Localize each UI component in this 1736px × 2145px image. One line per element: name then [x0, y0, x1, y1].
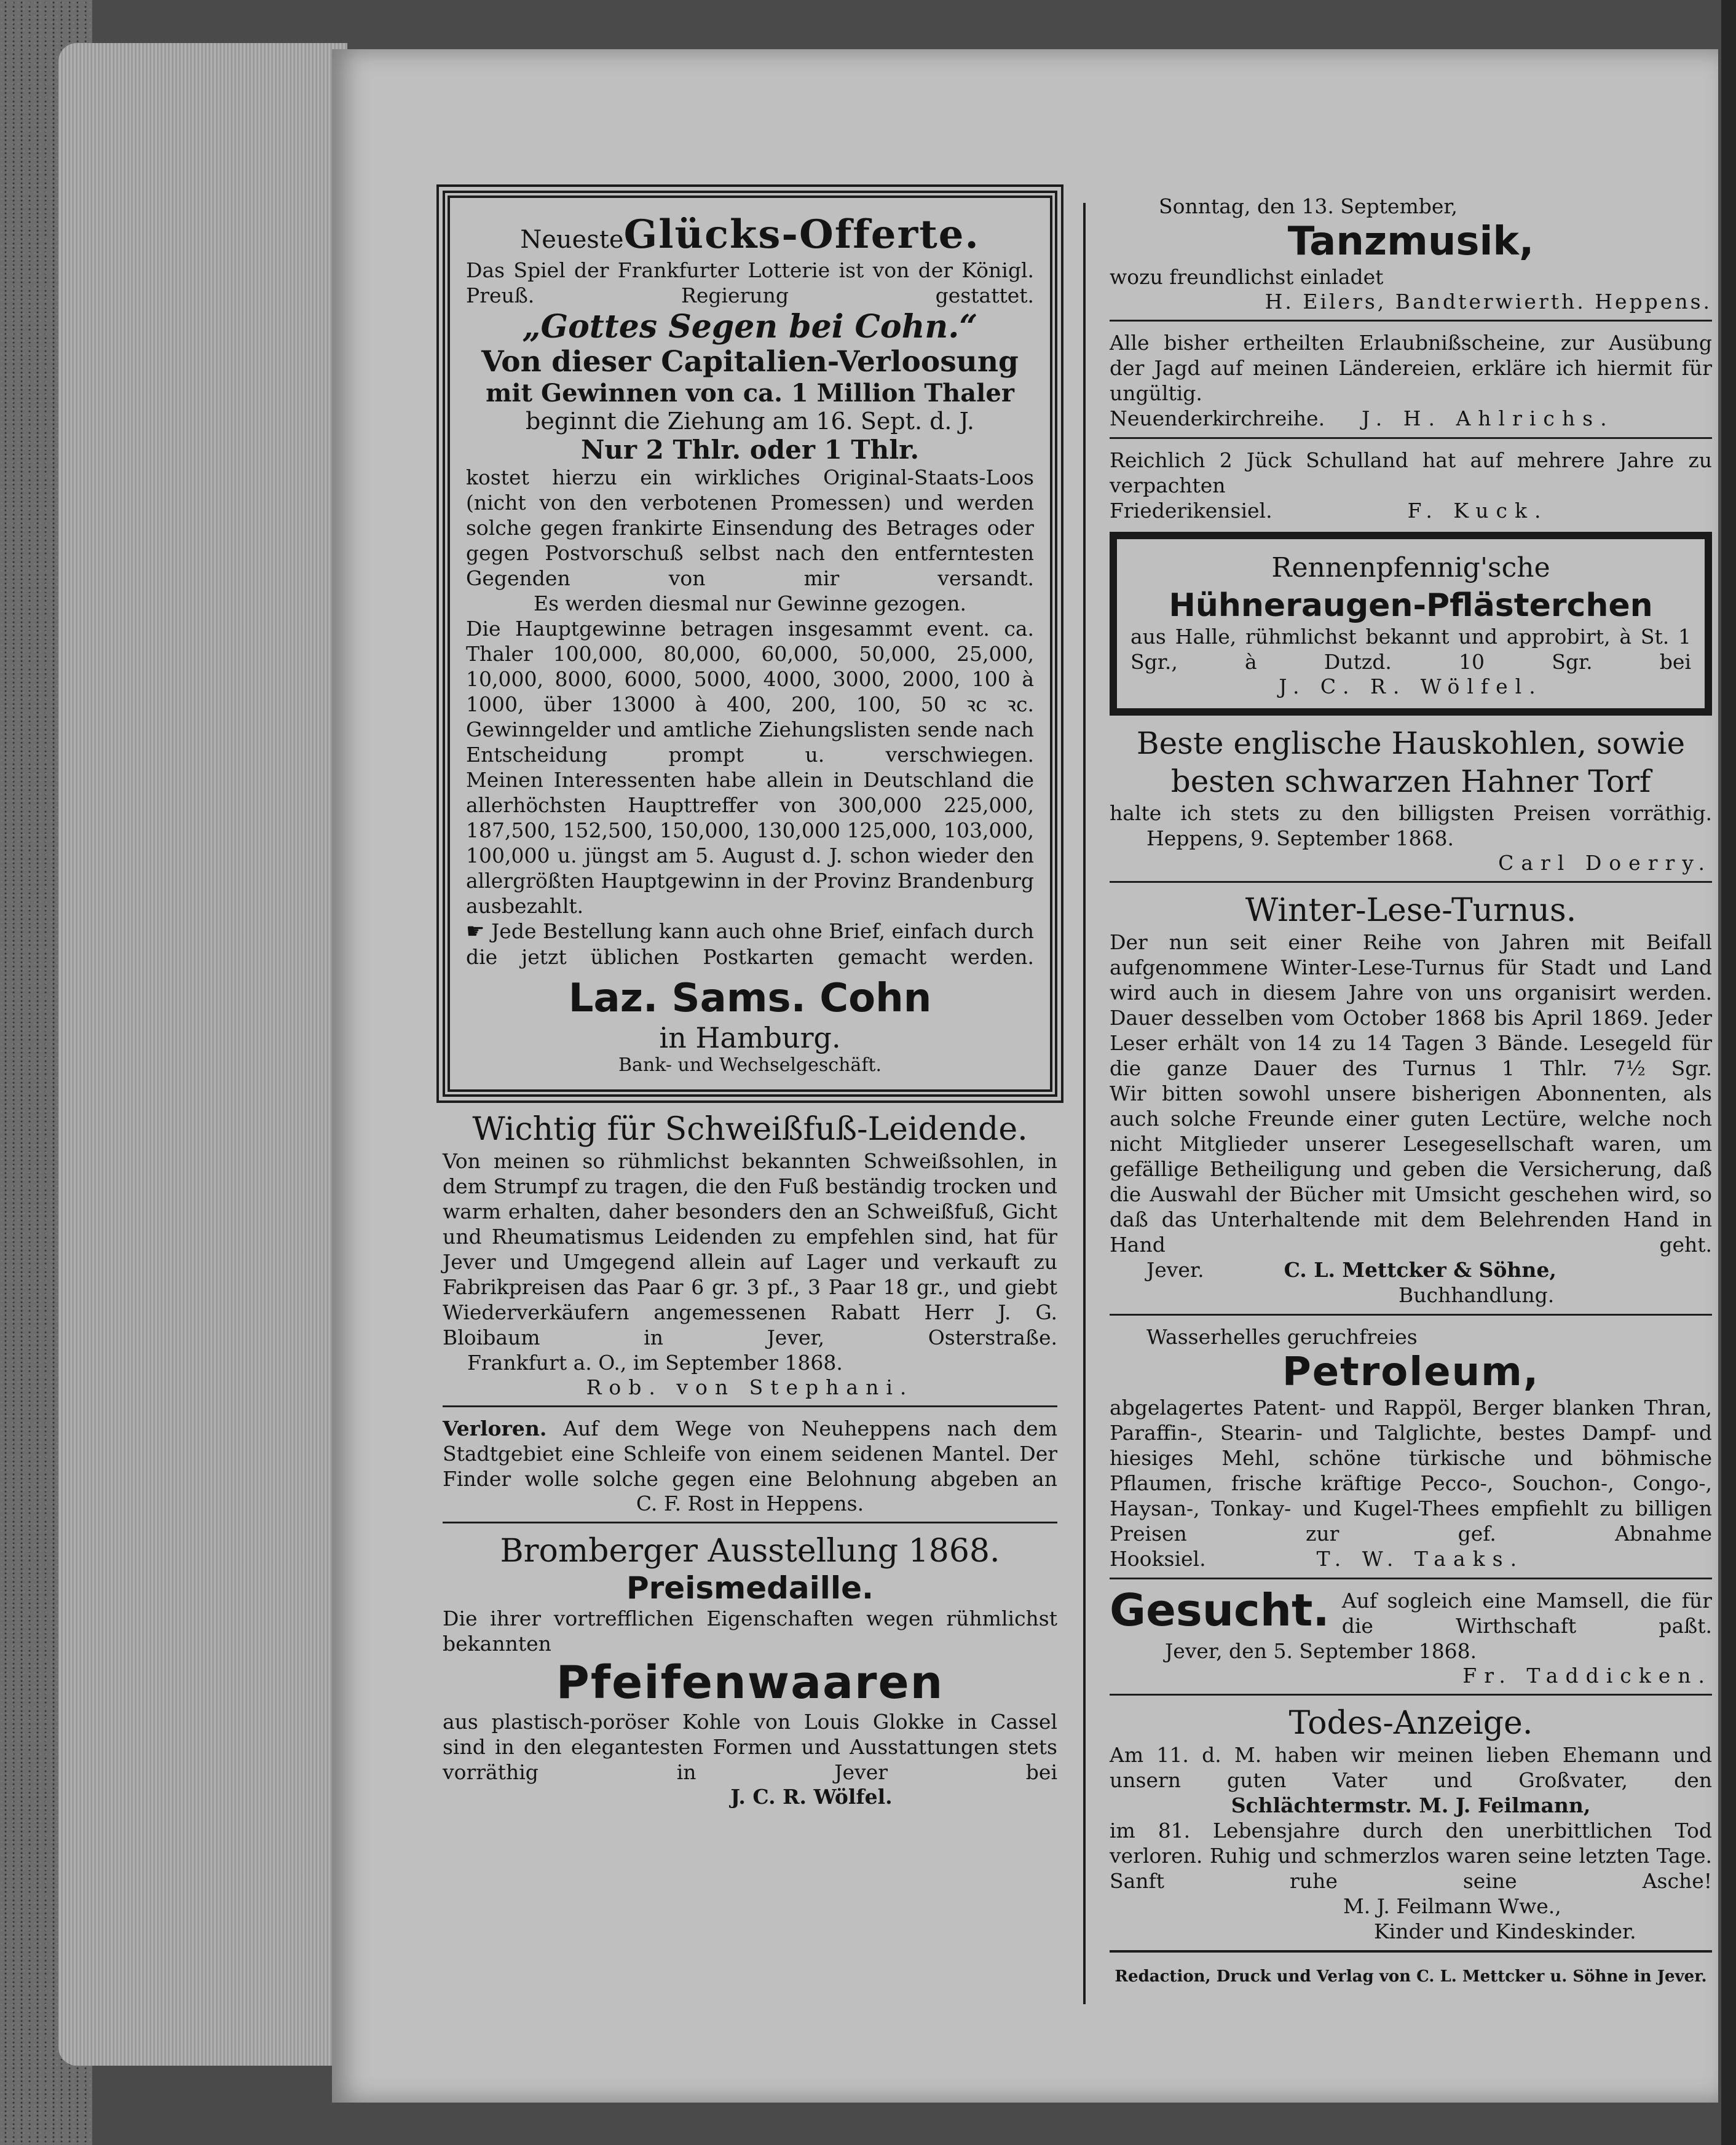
- lottery-place: in Hamburg.: [659, 1021, 841, 1054]
- left-column: [443, 191, 1057, 1809]
- land-place: Friederikensiel.: [1110, 499, 1272, 523]
- pipes-headline: Bromberger Ausstellung 1868.: [500, 1533, 1000, 1570]
- dance-invite: wozu freundlichst einladet: [1110, 265, 1384, 289]
- lottery-slogan: „Gottes Segen bei Cohn.“: [522, 308, 978, 346]
- reading-signature: C. L. Mettcker & Söhne,: [1284, 1258, 1556, 1282]
- sweat-headline: Wichtig für Schweißfuß-Leidende.: [472, 1111, 1028, 1148]
- lottery-body5: Meinen Interessenten habe allein in Deutschland die allerhöchsten Haupttreffer von 300,000 225,000, 187,500, 152,500, 150,000, 130,000 125,000, 103,000, 100,000 u. jüngst am 5. August d. J. schon wieder den allergrößten Hauptgewinn in der Provinz Brandenburg ausbezahlt.: [466, 768, 1034, 918]
- lottery-line1: Von dieser Capitalien-Verloosung: [481, 345, 1019, 379]
- coal-signature: Carl Doerry.: [1498, 851, 1712, 875]
- corn-line1: Rennenpfennig'sche: [1271, 552, 1550, 583]
- sweat-dateline: Frankfurt a. O., im September 1868.: [467, 1351, 843, 1375]
- reading-body1: Der nun seit einer Reihe von Jahren mit Beifall aufgenommene Winter-Lese-Turnus für Stadt und Land wird auch in diesem Jahre von uns organisirt werden. Dauer desselben vom October 1868 bis April 1869. Jeder Leser erhält von 14 zu 14 Tagen 3 Bände. Lesegeld für die ganze Dauer des Turnus 1 Thlr. 7½ Sgr.: [1110, 930, 1712, 1080]
- right-column: [1110, 194, 1712, 1986]
- divider: [1110, 881, 1712, 883]
- coal-body: halte ich stets zu den billigsten Preisen vorräthig.: [1110, 801, 1712, 825]
- death-notice: [1110, 1704, 1712, 1944]
- lottery-body4: Gewinngelder und amtliche Ziehungslisten sende nach Entscheidung prompt u. verschwiegen.: [466, 717, 1034, 767]
- petroleum-line1: Wasserhelles geruchfreies: [1146, 1325, 1418, 1349]
- wanted-advert: [1110, 1584, 1712, 1688]
- coal-dateline: Heppens, 9. September 1868.: [1146, 826, 1454, 850]
- land-signature: F. Kuck.: [1407, 499, 1549, 523]
- lottery-price: Nur 2 Thlr. oder 1 Thlr.: [580, 435, 920, 465]
- lottery-advert: [443, 191, 1057, 1097]
- lottery-body2: Es werden diesmal nur Gewinne gezogen.: [534, 591, 966, 615]
- divider: [443, 1522, 1057, 1523]
- death-signature2: Kinder und Kindeskinder.: [1374, 1919, 1636, 1943]
- reading-place: Jever.: [1146, 1258, 1204, 1282]
- hunting-signature: J. H. Ahlrichs.: [1362, 406, 1614, 430]
- page-edges: [58, 43, 347, 2066]
- death-headline: Todes-Anzeige.: [1288, 1705, 1533, 1742]
- sweat-advert: [443, 1110, 1057, 1399]
- pointing-hand-icon: ☛: [466, 919, 485, 944]
- reading-signature2: Buchhandlung.: [1399, 1283, 1555, 1307]
- petroleum-advert: [1110, 1324, 1712, 1571]
- sweat-body: Von meinen so rühmlichst bekannten Schweißsohlen, in dem Strumpf zu tragen, die den Fuß beständig trocken und warm erhalten, daher besonders den an Schweißfuß, Gicht und Rheumatismus Leidenden zu empfehlen sind, hat für Jever und Umgegend allein auf Lager und verkauft zu Fabrikpreisen das Paar 6 gr. 3 pf., 3 Paar 18 gr., und giebt Wiederverkäufern angemessenen Rabatt Herr J. G. Bloibaum in Jever, Osterstraße.: [443, 1149, 1057, 1349]
- land-notice: [1110, 448, 1712, 523]
- divider: [1110, 1694, 1712, 1696]
- coal-headline: Beste englische Hauskohlen, sowie besten schwarzen Hahner Torf: [1136, 725, 1686, 799]
- divider: [1110, 1578, 1712, 1579]
- death-body2: im 81. Lebensjahre durch den unerbittlichen Tod verloren. Ruhig und schmerzlos waren seine letzten Tage. Sanft ruhe seine Asche!: [1110, 1819, 1712, 1893]
- lost-advert: [443, 1416, 1057, 1515]
- wanted-body: Auf sogleich eine Mamsell, die für die Wirthschaft paßt.: [1341, 1589, 1712, 1638]
- divider: [1110, 1314, 1712, 1316]
- pipes-body: aus plastisch-poröser Kohle von Louis Glokke in Cassel sind in den elegantesten Formen und Ausstattungen stets vorräthig in Jever bei: [443, 1710, 1057, 1784]
- pipes-advert: [443, 1532, 1057, 1809]
- lottery-draw-date: beginnt die Ziehung am 16. Sept. d. J.: [526, 408, 974, 435]
- lottery-intro: Das Spiel der Frankfurter Lotterie ist von der Königl. Preuß. Regierung gestattet.: [466, 258, 1034, 307]
- wanted-signature: Fr. Taddicken.: [1462, 1664, 1712, 1688]
- death-body1: Am 11. d. M. haben wir meinen lieben Ehemann und unsern guten Vater und Großvater, den: [1110, 1743, 1712, 1792]
- lottery-firm: Laz. Sams. Cohn: [568, 976, 932, 1021]
- divider: [1110, 1950, 1712, 1953]
- lost-lead: Verloren.: [443, 1416, 547, 1440]
- pipes-product: Pfeifenwaaren: [556, 1656, 944, 1709]
- hunting-notice: [1110, 330, 1712, 431]
- lost-body: Auf dem Wege von Neuheppens nach dem Stadtgebiet eine Schleife von einem seidenen Mantel. Der Finder wolle solche gegen eine Belohnung abgeben an: [443, 1416, 1057, 1491]
- dance-advert: [1110, 194, 1712, 314]
- divider: [1110, 320, 1712, 322]
- petroleum-body: abgelagertes Patent- und Rappöl, Berger blanken Thran, Paraffin-, Stearin- und Talglichte, bestes Dampf- und hiesiges Mehl, schöne türkische und böhmische Pflaumen, frische kräftige Pecco-, Souchon-, Congo-, Haysan-, Tonkay- und Kugel-Thees empfiehlt zu billigen Preisen zur gef. Abnahme: [1110, 1396, 1712, 1546]
- land-body: Reichlich 2 Jück Schulland hat auf mehrere Jahre zu verpachten: [1110, 448, 1712, 497]
- lottery-headline-prefix: Neueste: [520, 226, 624, 254]
- imprint-footer: Redaction, Druck und Verlag von C. L. Mettcker u. Söhne in Jever.: [1115, 1967, 1707, 1986]
- lost-signature: C. F. Rost in Heppens.: [636, 1491, 864, 1515]
- lottery-body6: Jede Bestellung kann auch ohne Brief, einfach durch die jetzt üblichen Postkarten gemacht werden.: [466, 919, 1034, 969]
- reading-advert: [1110, 891, 1712, 1308]
- hunting-body: Alle bisher ertheilten Erlaubnißscheine, zur Ausübung der Jagd auf meinen Ländereien, erkläre ich hiermit für ungültig.: [1110, 331, 1712, 405]
- lottery-body1: kostet hierzu ein wirkliches Original-Staats-Loos (nicht von den verbotenen Promessen) und werden solche gegen frankirte Einsendung des Betrages oder gegen Postvorschuß selbst nach den entferntesten Gegenden von mir versandt.: [466, 465, 1034, 590]
- dance-date: Sonntag, den 13. September,: [1159, 194, 1458, 218]
- lottery-headline: [466, 211, 1034, 258]
- corn-headline: Hühneraugen-Pflästerchen: [1169, 587, 1653, 624]
- corn-body: aus Halle, rühmlichst bekannt und approbirt, à St. 1 Sgr., à Dutzd. 10 Sgr. bei: [1130, 625, 1691, 674]
- reading-headline: Winter-Lese-Turnus.: [1245, 892, 1577, 929]
- corn-plaster-advert: [1110, 532, 1712, 716]
- lottery-headline-main: Glücks-Offerte.: [623, 211, 980, 258]
- pipes-subhead: Preismedaille.: [626, 1570, 874, 1606]
- reading-body2: Wir bitten sowohl unsere bisherigen Abonnenten, als auch solche Freunde einer guten Lectüre, welche noch nicht Mitglieder unserer Lesegesellschaft waren, um gefällige Betheiligung und geben die Versicherung, daß die Auswahl der Bücher mit Umsicht geschehen wird, so daß das Unterhaltende mit dem Belehrenden Hand in Hand geht.: [1110, 1081, 1712, 1257]
- petroleum-signature: T. W. Taaks.: [1316, 1547, 1525, 1571]
- hunting-place: Neuenderkirchreihe.: [1110, 406, 1325, 430]
- lottery-body3: Die Hauptgewinne betragen insgesammt event. ca. Thaler 100,000, 80,000, 60,000, 50,000, 25,000, 10,000, 8000, 6000, 5000, 4000, 3000, 2000, 100 à 1000, über 13000 à 400, 200, 100, 50 ꝛc ꝛc.: [466, 617, 1034, 716]
- petroleum-headline: Petroleum,: [1282, 1349, 1540, 1395]
- divider: [443, 1405, 1057, 1407]
- column-divider: [1083, 203, 1086, 2004]
- corn-signature: J. C. R. Wölfel.: [1279, 674, 1543, 698]
- dance-signature: H. Eilers, Bandterwierth. Heppens.: [1265, 290, 1712, 314]
- pipes-intro: Die ihrer vortrefflichen Eigenschaften wegen rühmlichst bekannten: [443, 1606, 1057, 1656]
- dance-headline: Tanzmusik,: [1287, 219, 1534, 264]
- petroleum-place: Hooksiel.: [1110, 1547, 1206, 1571]
- wanted-dateline: Jever, den 5. September 1868.: [1165, 1639, 1477, 1663]
- sweat-signature: Rob. von Stephani.: [586, 1375, 914, 1399]
- pipes-signature: J. C. R. Wölfel.: [730, 1785, 893, 1809]
- wanted-headline: Gesucht.: [1110, 1584, 1330, 1636]
- divider: [1110, 437, 1712, 439]
- death-name: Schlächtermstr. M. J. Feilmann,: [1231, 1793, 1591, 1817]
- lottery-business: Bank- und Wechselgeschäft.: [618, 1054, 882, 1076]
- death-signature1: M. J. Feilmann Wwe.,: [1343, 1894, 1561, 1918]
- book-cover-right: [1721, 0, 1736, 2145]
- lottery-line2: mit Gewinnen von ca. 1 Million Thaler: [486, 379, 1014, 408]
- coal-advert: [1110, 724, 1712, 875]
